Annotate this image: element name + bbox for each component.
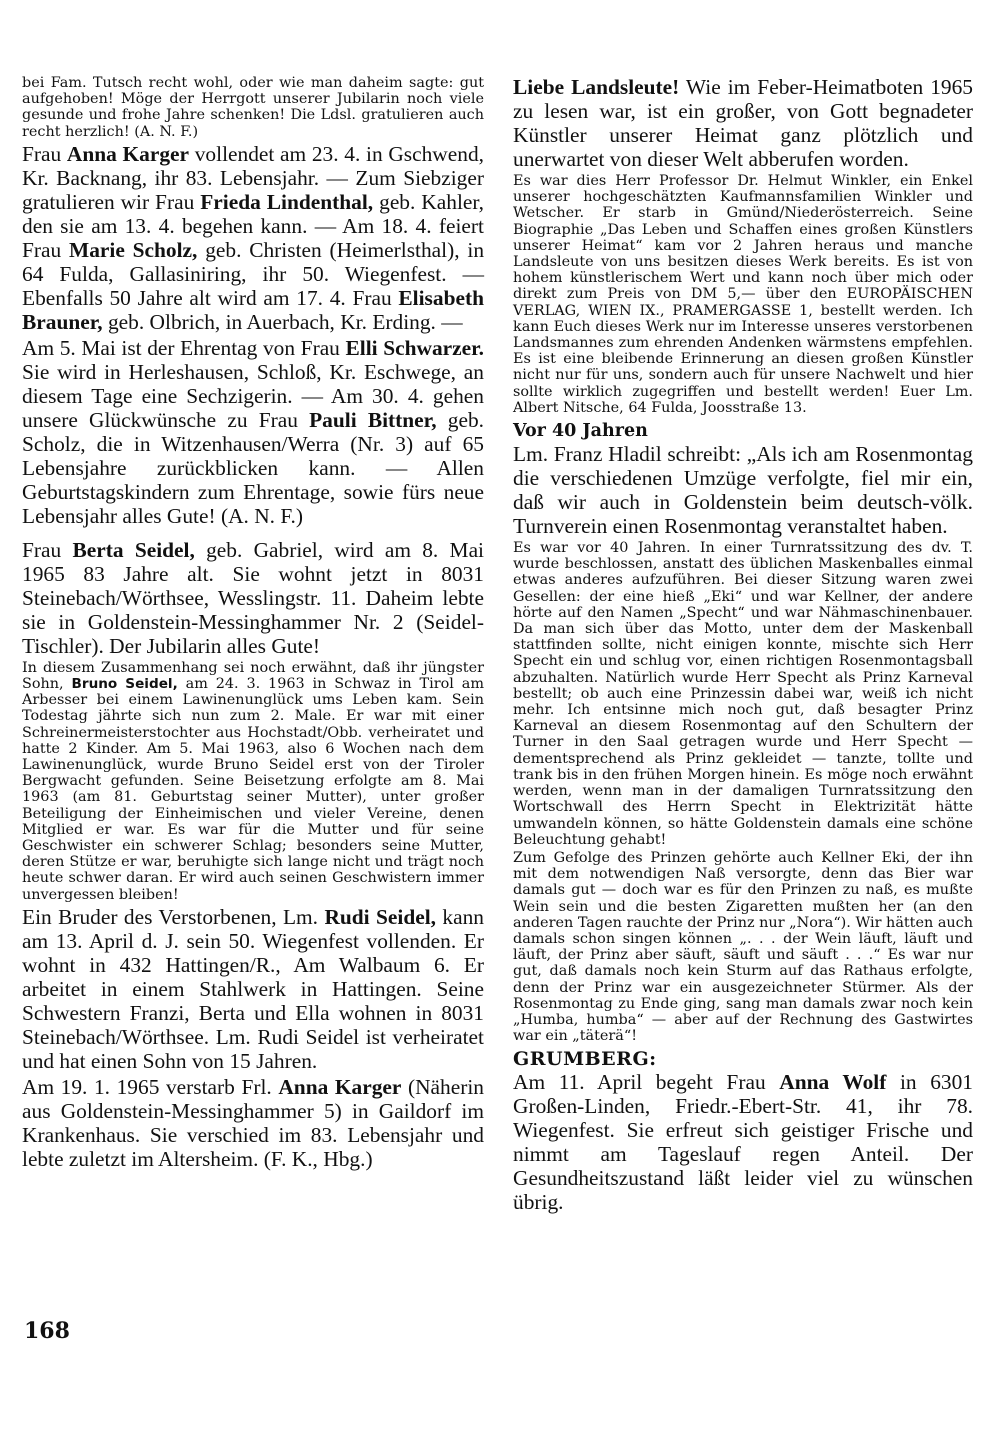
hladil-intro-paragraph: Lm. Franz Hladil schreibt: „Als ich am Rosenmontag die verschiedenen Umzüge verfolgte, fiel mir ein, daß wir auch in Goldenstein beim deutsch-völk. Turnverein einen Rosenmontag veranstaltet haben. — [513, 442, 973, 539]
text-run: am 24. 3. 1963 in Schwaz in Tirol am Arbesser bei einem Lawinenunglück ums Leben kam. Sein Todestag jährte sich nun zum 2. Male. Er war mit einer Schreinermeisterstochter aus Hochstadt/Obb. verheiratet und hatte 2 Kinder. Am 5. Mai 1963, also 6 Wochen nach dem Lawinenunglück, wurde Bruno Seidel erst von der Tiroler Bergwacht gefunden. Seine Beisetzung erfolgte am 8. Mai 1963 (am 81. Geburtstag seiner Mutter), unter großer Beteiligung der Einheimischen und vieler Vereine, denen Mitglied er war. Es war für die Mutter und für seine Geschwister ein schwerer Schlag; besonders seine Mutter, deren Stütze er war, beruhigte sich lange nicht und trägt noch heute schwer daran. Er wird auch seinen Geschwistern immer unvergessen bleiben! — [22, 676, 484, 903]
text-run: Am 11. April begeht Frau — [513, 1070, 780, 1095]
person-name: Elisabeth Brauner, — [22, 285, 484, 334]
person-name: Pauli Bittner, — [309, 407, 437, 432]
section-heading-vor-40-jahren: Vor 40 Jahren — [513, 421, 648, 442]
salutation: Liebe Landsleute! — [513, 75, 680, 99]
text-run: In diesem Zusammenhang sei noch erwähnt, daß ihr jüngster Sohn, — [22, 659, 484, 693]
right-column — [513, 75, 973, 1216]
person-name: Elli Schwarzer. — [345, 335, 484, 360]
text-run: Ein Bruder des Verstorbenen, Lm. — [22, 904, 325, 929]
bruno-seidel-paragraph — [22, 660, 484, 903]
anna-wolf-paragraph — [513, 1070, 973, 1214]
rudi-seidel-paragraph — [22, 905, 484, 1073]
prinz-gefolge-paragraph: Zum Gefolge des Prinzen gehörte auch Kellner Eki, der ihn mit dem notwendigen Naß versorgte, denn das Bier war damals gut — doch war es für den Prinzen zu naß, es mußte Wein sein und die besten Zigaretten mußten her (an den anderen Tagen rauchte der Prinz nur „Nora“). Wir hätten auch damals schon singen können „. . . der Wein läuft, läuft und läuft, der Prinz aber säuft, säuft und säuft . . .“ Es war nur gut, daß damals noch kein Sturm auf das Rathaus erfolgte, denn der Prinz war ein ausgezeichneter Stürmer. Als der Rosenmontag zu Ende ging, sang man damals zwar noch kein „Humba, humba“ — aber auf der Rechnung des Gastwirtes war ein „täterä“! — [513, 849, 973, 1045]
text-run: Wie im Feber-Heimatboten 1965 zu lesen war, ist ein großer, von Gott begnadeter Künstler unserer Heimat ganz plötzlich und unerwartet von dieser Welt abberufen worden. — [513, 75, 973, 171]
person-name: Rudi Seidel, — [324, 904, 437, 929]
person-name: Anna Karger — [66, 141, 190, 166]
text-run: geb. Scholz, die in Witzenhausen/Werra (Nr. 3) auf 65 Lebensjahre zurückblicken kann. — Allen Geburtstagskindern zum Ehrentage, sowie fürs neue Lebensjahr alles Gute! (A. N. F.) — [22, 407, 484, 528]
winkler-paragraph: Es war dies Herr Professor Dr. Helmut Winkler, ein Enkel unserer hochgeschätzten Kaufmannsfamilien Winkler und Wetscher. Er starb in Gmünd/Niederösterreich. Seine Biographie „Das Leben und Schaffen eines großen Künstlers unserer Heimat“ kam vor 2 Jahren heraus und manche Landsleute von uns besitzen dieses Werk bereits. Es ist von hohem künstlerischem Wert und kann noch über mich oder direkt zum Preis von DM 5,— über den EUROPÄISCHEN VERLAG, WIEN IX., PRAMERGASSE 1, bestellt werden. Ich kann Euch dieses Werk nur im Interesse unseres verstorbenen Landsmannes zum ehrenden Andenken wärmstens empfehlen. Es ist eine bleibende Erinnerung an diesen großen Künstler nicht nur für uns, sondern auch für unsere Nachwelt und hier sollte wirklich zugegriffen und bestellt werden! Euer Lm. Albert Nitsche, 64 Fulda, Joosstraße 13. — [513, 173, 973, 416]
person-name: Anna Karger — [278, 1074, 402, 1099]
text-run: geb. Kahler, den sie am 13. 4. begehen kann. — Am 18. 4. feiert Frau — [22, 189, 484, 262]
text-run: geb. Olbrich, in Auerbach, Kr. Erding. — — [102, 309, 463, 334]
person-name: Marie Scholz, — [69, 237, 198, 262]
text-run: geb. Christen (Heimerlsthal), in 64 Fulda, Gallasiniring, ihr 50. Wiegenfest. — Ebenfalls 50 Jahre alt wird am 17. 4. Frau — [22, 237, 485, 310]
left-column — [22, 75, 484, 1173]
person-name: Berta Seidel, — [72, 537, 195, 562]
text-run: in 6301 Großen-Linden, Friedr.-Ebert-Str. 41, ihr 78. Wiegenfest. Sie erfreut sich geistiger Frische und nimmt am Tageslauf regen Anteil. Der Gesundheitszustand läßt leider viel zu wünschen übrig. — [513, 1070, 973, 1215]
person-name: Bruno Seidel, — [71, 676, 178, 693]
text-run: Am 19. 1. 1965 verstarb Frl. — [22, 1074, 279, 1099]
rosenmontag-paragraph: Es war vor 40 Jahren. In einer Turnratssitzung des dv. T. wurde beschlossen, anstatt des üblichen Maskenballes einmal etwas anderes aufzuführen. Bei dieser Sitzung waren zwei Gesellen: der eine hieß „Eki“ und war Kellner, der andere hörte auf den Namen „Specht“ und war Nähmaschinenbauer. Da man sich über das Motto, unter dem der Maskenball stattfinden sollte, nicht einigen konnte, mischte sich Herr Specht ein und schlug vor, einen richtigen Rosenmontagsball abzuhalten. Natürlich wurde Herr Specht als Prinz Karneval bestellt; ob auch eine Prinzessin dabei war, weiß ich nicht mehr. Ich entsinne mich noch gut, daß besagter Prinz Karneval an diesem Rosenmontag auf den Schultern der Turner in den Saal getragen wurde und Herr Specht — dementsprechend als Prinz gekleidet — tanzte, tollte und trank bis in den frühen Morgen hinein. Es möge noch erwähnt werden, wenn man in der damaligen Turnratssitzung den Wortschwall des Herrn Specht in Elektrizität hätte umwandeln können, so hätte Goldenstein damals eine schöne Beleuchtung gehabt! — [513, 540, 973, 848]
text-run: Frau — [22, 537, 73, 562]
text-run: vollendet am 23. 4. in Gschwend, Kr. Backnang, ihr 83. Lebensjahr. — Zum Siebziger gratulieren wir Frau — [22, 141, 484, 214]
anna-karger-obituary — [22, 1075, 484, 1171]
text-run: Am 5. Mai ist der Ehrentag von Frau — [22, 335, 346, 360]
text-run: geb. Gabriel, wird am 8. Mai 1965 83 Jahre alt. Sie wohnt jetzt in 8031 Steinebach/Wörthsee, Wesslingstr. 11. Daheim lebte sie in Goldenstein-Messinghammer Nr. 2 (Seidel-Tischler). Der Jubilarin alles Gute! — [22, 537, 484, 658]
birthday-announcements-continued — [22, 336, 484, 528]
page-number: 168 — [24, 1318, 70, 1344]
birthday-announcements — [22, 142, 484, 334]
person-name: Frieda Lindenthal, — [200, 189, 374, 214]
text-run: kann am 13. April d. J. sein 50. Wiegenfest vollenden. Er wohnt in 432 Hattingen/R., Am Walbaum 6. Er arbeitet in einem Stahlwerk in Hattingen. Seine Schwestern Franzi, Berta und Ella wohnen in 8031 Steinebach/Wörthsee. Lm. Rudi Seidel ist verheiratet und hat einen Sohn von 15 Jahren. — [22, 904, 484, 1073]
berta-seidel-paragraph — [22, 538, 484, 658]
text-run: Frau — [22, 141, 67, 166]
article-paragraph: bei Fam. Tutsch recht wohl, oder wie man daheim sagte: gut aufgehoben! Möge der Herrgott unserer Jubilarin noch viele gesunde und frohe Jahre schenken! Die Ldsl. gratulieren auch recht herzlich! (A. N. F.) — [22, 75, 484, 140]
person-name: Anna Wolf — [779, 1070, 887, 1095]
text-run: Sie wird in Herleshausen, Schloß, Kr. Eschwege, an diesem Tage eine Sechzigerin. — Am 30. 4. gehen unsere Glückwünsche zu Frau — [22, 359, 484, 432]
section-heading-grumberg: GRUMBERG: — [513, 1048, 657, 1071]
liebe-landsleute-paragraph — [513, 75, 973, 171]
text-run: (Näherin aus Goldenstein-Messinghammer 5) in Gaildorf im Krankenhaus. Sie verschied im 83. Lebensjahr und lebte zuletzt im Altersheim. (F. K., Hbg.) — [22, 1074, 484, 1171]
